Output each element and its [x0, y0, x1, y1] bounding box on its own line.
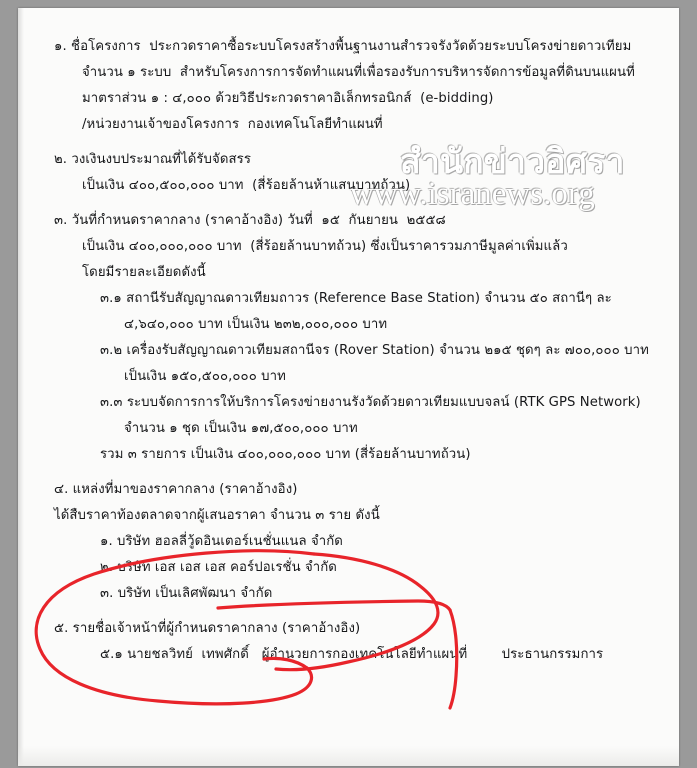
document-section	[54, 616, 661, 668]
watermark-thai: สำนักข่าวอิศรา	[400, 142, 625, 182]
document-line: จำนวน ๑ ระบบ สำหรับโครงการการจัดทำแผนที่เพื่อรองรับการบริหารจัดการข้อมูลที่ดินบนแผนที่	[82, 65, 635, 80]
document-section	[54, 208, 661, 468]
document-line: ๒. บริษัท เอส เอส เอส คอร์ปอเรชั่น จำกัด	[100, 560, 337, 575]
document-line: รวม ๓ รายการ เป็นเงิน ๔๐๐,๐๐๐,๐๐๐ บาท (สี่ร้อยล้านบาทถ้วน)	[100, 447, 471, 462]
document-line: ๑. บริษัท ฮอลลี่วู้ดอินเตอร์เนชั่นแนล จำกัด	[100, 534, 343, 549]
document-section	[54, 477, 661, 607]
document-line: โดยมีรายละเอียดดังนี้	[82, 265, 206, 280]
document-line: มาตราส่วน ๑ : ๔,๐๐๐ ด้วยวิธีประกวดราคาอิเล็กทรอนิกส์ (e-bidding)	[82, 91, 494, 106]
document-line: ได้สืบราคาท้องตลาดจากผู้เสนอราคา จำนวน ๓ ราย ดังนี้	[54, 508, 380, 523]
document-line: ๓.๓ ระบบจัดการการให้บริการโครงข่ายงานรังวัดด้วยดาวเทียมแบบจลน์ (RTK GPS Network)	[100, 395, 641, 410]
document-line: ๒. วงเงินงบประมาณที่ได้รับจัดสรร	[54, 152, 252, 167]
watermark-url: www.isranews.org	[350, 176, 595, 212]
document-line: ๓.๑ สถานีรับสัญญาณดาวเทียมถาวร (Reference Base Station) จำนวน ๕๐ สถานีๆ ละ	[100, 291, 612, 306]
document-line: ๓.๒ เครื่องรับสัญญาณดาวเทียมสถานีจร (Rover Station) จำนวน ๒๑๕ ชุดๆ ละ ๗๐๐,๐๐๐ บาท	[100, 343, 649, 358]
document-line: เป็นเงิน ๔๐๐,๕๐๐,๐๐๐ บาท (สี่ร้อยล้านห้าแสนบาทถ้วน)	[82, 178, 411, 193]
document-line: ๕. รายชื่อเจ้าหน้าที่ผู้กำหนดราคากลาง (ราคาอ้างอิง)	[54, 621, 361, 636]
document-line: ๔,๖๔๐,๐๐๐ บาท เป็นเงิน ๒๓๒,๐๐๐,๐๐๐ บาท	[124, 317, 388, 332]
document-section	[54, 147, 661, 199]
document-line: ๓. วันที่กำหนดราคากลาง (ราคาอ้างอิง) วันที่ ๑๕ กันยายน ๒๕๕๘	[54, 213, 446, 228]
document-line: ๓. บริษัท เป็นเลิศพัฒนา จำกัด	[100, 586, 273, 601]
document-line: เป็นเงิน ๑๕๐,๕๐๐,๐๐๐ บาท	[124, 369, 286, 384]
document-line: ๔. แหล่งที่มาของราคากลาง (ราคาอ้างอิง)	[54, 482, 298, 497]
page-edge-shadow	[18, 8, 24, 766]
document-page	[18, 8, 679, 766]
document-line: เป็นเงิน ๔๐๐,๐๐๐,๐๐๐ บาท (สี่ร้อยล้านบาทถ้วน) ซึ่งเป็นราคารวมภาษีมูลค่าเพิ่มแล้ว	[82, 239, 568, 254]
document-line: ๑. ชื่อโครงการ ประกวดราคาซื้อระบบโครงสร้างพื้นฐานงานสำรวจรังวัดด้วยระบบโครงข่ายดาวเทียม	[54, 39, 632, 54]
page-bottom-fade	[18, 746, 679, 766]
document-line: /หน่วยงานเจ้าของโครงการ กองเทคโนโลยีทำแผนที่	[82, 117, 383, 132]
document-body	[54, 34, 661, 677]
document-section	[54, 34, 661, 138]
document-line: ๕.๑ นายชลวิทย์ เทพศักดิ์ ผู้อำนวยการกองเทคโนโลยีทำแผนที่ ประธานกรรมการ	[100, 647, 604, 662]
document-line: จำนวน ๑ ชุด เป็นเงิน ๑๗,๕๐๐,๐๐๐ บาท	[124, 421, 358, 436]
